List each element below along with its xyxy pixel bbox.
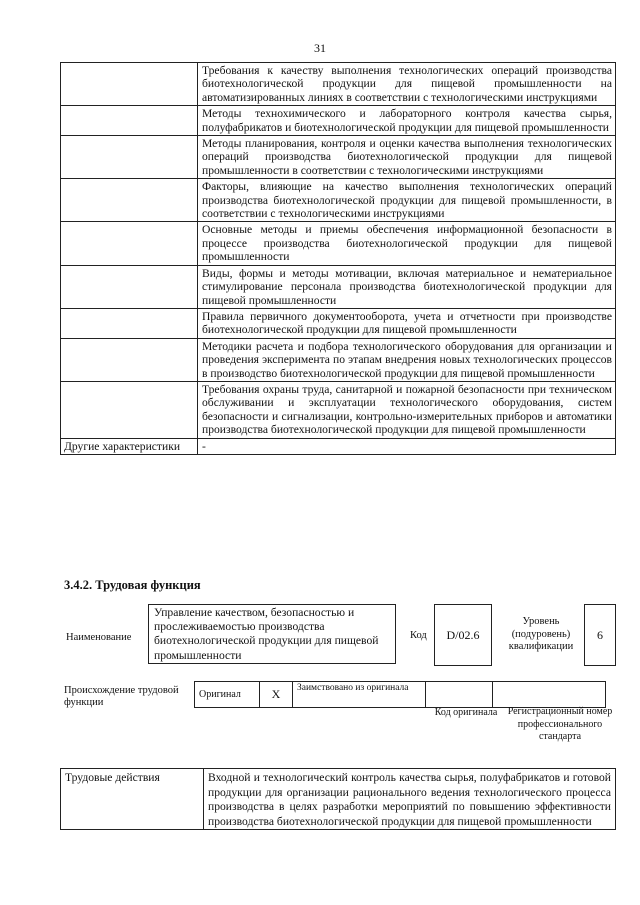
table-cell-text: Факторы, влияющие на качество выполнения технологических операций производства биотехнологической продукции для пищевой промышленности, в соответствии с технологическими инструкциями	[198, 179, 616, 222]
table-row	[195, 682, 606, 708]
table-cell-text: Методы планирования, контроля и оценки качества выполнения технологических операций производства биотехнологической продукции для пищевой промышленности в соответствии с технологическими инструкциями	[198, 136, 616, 179]
table-cell-label	[61, 308, 198, 338]
table-row	[61, 222, 616, 265]
table-cell-text: Основные методы и приемы обеспечения информационной безопасности в процессе производства биотехнологической продукции для пищевой промышленности	[198, 222, 616, 265]
table-cell-label	[61, 136, 198, 179]
table-cell-label	[61, 381, 198, 438]
table-cell-text: Требования к качеству выполнения технологических операций производства биотехнологической продукции для пищевой промышленности на автоматизированных линиях в соответствии с технологическими инструкциями	[198, 63, 616, 106]
reg-number-label: Регистрационный номер профессионального стандарта	[507, 706, 613, 742]
table-row	[61, 438, 616, 454]
table-cell-label	[61, 222, 198, 265]
table-cell-text: Требования охраны труда, санитарной и пожарной безопасности при техническом обслуживании и эксплуатации технологического оборудования, систем безопасности и сигнализации, контрольно-измерительных приборов и автоматики производства биотехнологической продукции для пищевой промышленности	[198, 381, 616, 438]
table-cell-text: Методики расчета и подбора технологического оборудования для организации и проведения эксперимента по этапам внедрения новых технологических процессов в производство биотехнологической продукции для пищевой промышленности	[198, 338, 616, 381]
section-title: 3.4.2. Трудовая функция	[64, 578, 201, 592]
table-row	[61, 308, 616, 338]
table-row	[61, 381, 616, 438]
name-label: Наименование	[66, 632, 132, 643]
knowledge-table	[60, 62, 616, 455]
table-cell-label	[61, 338, 198, 381]
table-cell-label	[61, 106, 198, 136]
table-cell-text: Правила первичного документооборота, учета и отчетности при производстве биотехнологической продукции для пищевой промышленности	[198, 308, 616, 338]
code-label: Код	[410, 630, 427, 641]
table-row	[61, 106, 616, 136]
labor-actions-table	[60, 768, 616, 830]
labor-actions-text: Входной и технологический контроль качества сырья, полуфабрикатов и готовой продукции для организации рационального ведения технологического процесса производства в целях разработки мероприятий по повышению эффективности производства биотехнологической продукции для пищевой промышленности	[204, 769, 616, 830]
table-row	[61, 136, 616, 179]
table-cell-text: Методы технохимического и лабораторного контроля качества сырья, полуфабрикатов и биотехнологической продукции для пищевой промышленности	[198, 106, 616, 136]
table-cell-text: -	[198, 438, 616, 454]
table-cell-label	[61, 179, 198, 222]
origin-label: Происхождение трудовой функции	[64, 685, 179, 708]
qualification-level-label: Уровень (подуровень) квалификации	[508, 616, 574, 652]
code-original-cell	[426, 682, 493, 708]
table-row	[61, 63, 616, 106]
original-mark: X	[260, 682, 293, 708]
table-cell-label	[61, 63, 198, 106]
code-original-label: Код оригинала	[434, 707, 498, 718]
original-label: Оригинал	[195, 682, 260, 708]
function-name-box: Управление качеством, безопасностью и прослеживаемостью производства биотехнологической продукции для пищевой промышленности	[148, 604, 396, 664]
reg-number-cell	[493, 682, 606, 708]
table-row	[61, 338, 616, 381]
labor-actions-label: Трудовые действия	[61, 769, 204, 830]
table-cell-label: Другие характеристики	[61, 438, 198, 454]
borrowed-label: Заимствовано из оригинала	[293, 682, 426, 708]
table-row	[61, 179, 616, 222]
code-box: D/02.6	[434, 604, 492, 666]
table-cell-label	[61, 265, 198, 308]
origin-table	[194, 681, 606, 708]
table-row	[61, 769, 616, 830]
page-number: 31	[314, 41, 326, 55]
table-row	[61, 265, 616, 308]
qualification-level-box: 6	[584, 604, 616, 666]
table-cell-text: Виды, формы и методы мотивации, включая материальное и нематериальное стимулирование персонала производства биотехнологической продукции для пищевой промышленности	[198, 265, 616, 308]
